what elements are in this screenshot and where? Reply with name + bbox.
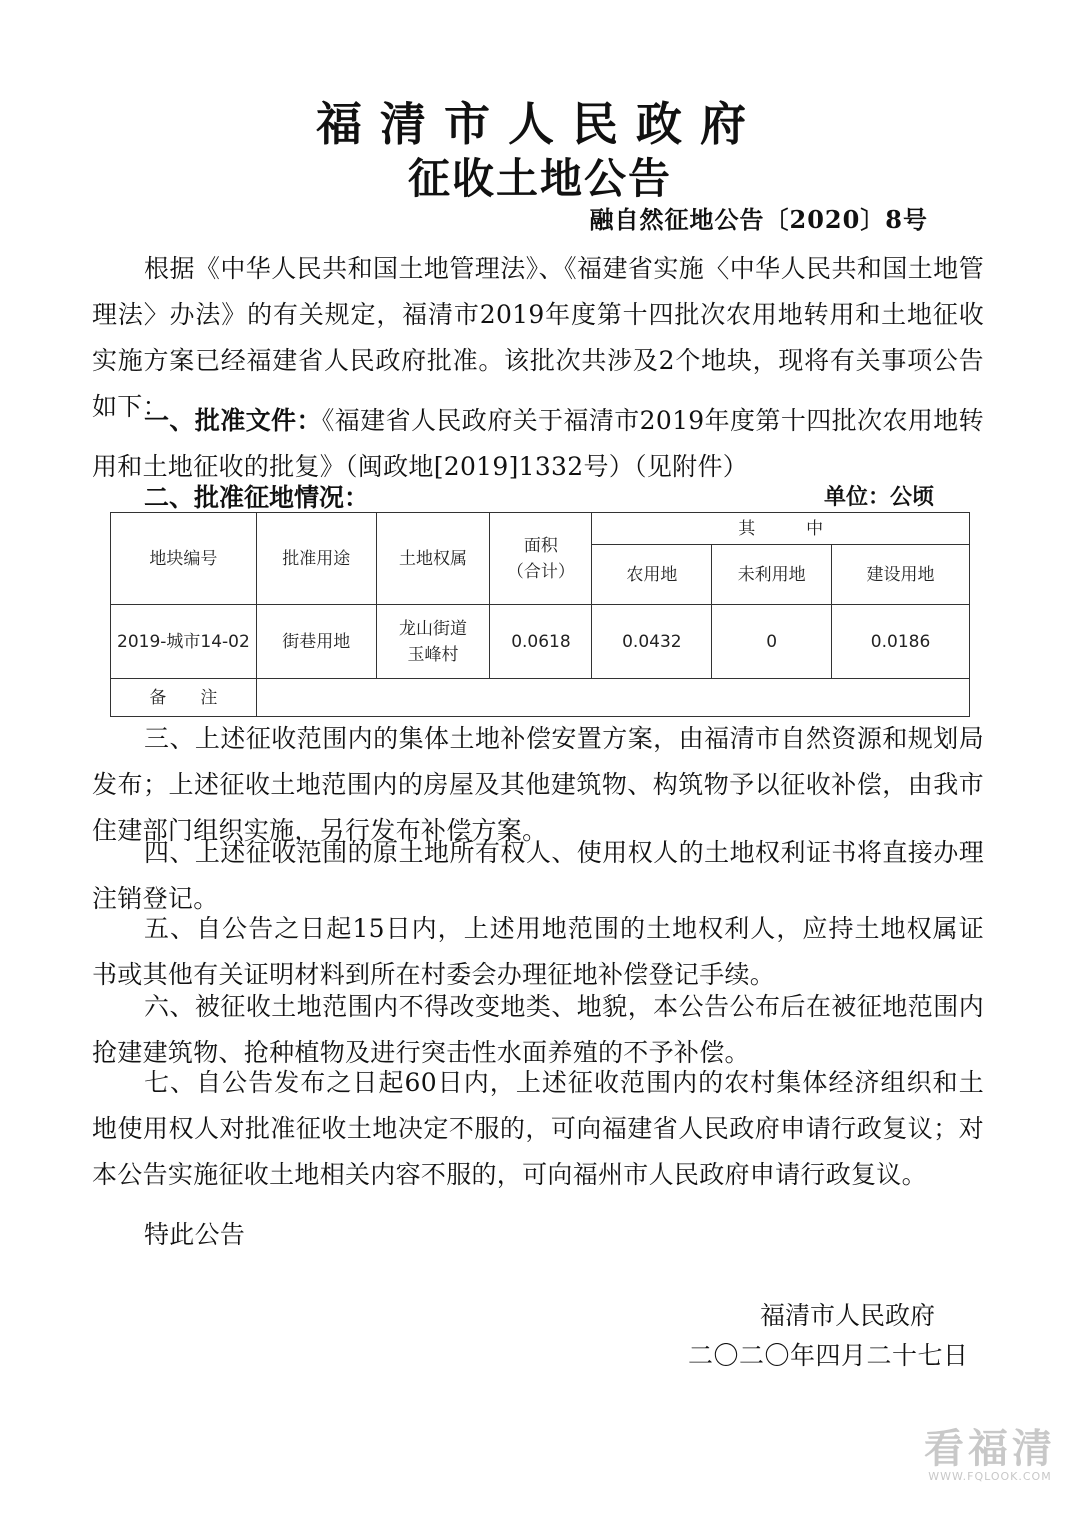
header-construction: 建设用地	[832, 545, 970, 605]
section-1-text: 《福建省人民政府关于福清市2019年度第十四批次农用地转用和土地征收的批复》（闽政地[2019]1332号）（见附件）	[92, 406, 984, 481]
closing-text: 特此公告	[144, 1220, 246, 1249]
header-unused: 未利用地	[712, 545, 832, 605]
cell-unused: 0	[712, 605, 832, 679]
header-area	[490, 513, 592, 605]
cell-farmland: 0.0432	[592, 605, 712, 679]
land-acquisition-table	[110, 512, 970, 717]
section-2-heading: 二、批准征地情况：	[144, 483, 370, 512]
header-breakdown: 其 中	[592, 513, 970, 545]
section-6-paragraph: 六、被征收土地范围内不得改变地类、地貌，本公告公布后在被征地范围内抢建建筑物、抢种植物及进行突击性水面养殖的不予补偿。	[92, 992, 984, 1067]
header-area-line1: 面积	[523, 535, 558, 556]
cell-use: 街巷用地	[256, 605, 376, 679]
remarks-value	[256, 679, 969, 717]
cell-ownership-line1: 龙山街道	[399, 618, 468, 639]
watermark-logo-text: 看福清	[924, 1426, 1056, 1472]
remarks-label: 备 注	[111, 679, 257, 717]
table-row	[111, 605, 970, 679]
cell-area: 0.0618	[490, 605, 592, 679]
section-1-paragraph	[92, 398, 984, 490]
signature-org: 福清市人民政府	[760, 1301, 936, 1330]
unit-label: 单位：公顷	[823, 485, 934, 510]
cell-construction: 0.0186	[832, 605, 970, 679]
cell-parcel-id: 2019-城市14-02	[111, 605, 257, 679]
site-watermark	[924, 1417, 1056, 1483]
document-number: 融自然征地公告〔2020〕8号	[589, 205, 928, 234]
remarks-row	[111, 679, 970, 717]
header-farmland: 农用地	[592, 545, 712, 605]
cell-ownership	[376, 605, 490, 679]
section-7-paragraph: 七、自公告发布之日起60日内，上述征收范围内的农村集体经济组织和土地使用权人对批准征收土地决定不服的，可向福建省人民政府申请行政复议；对本公告实施征收土地相关内容不服的，可向福州市人民政府申请行政复议。	[92, 1068, 984, 1189]
header-use: 批准用途	[256, 513, 376, 605]
signature-date: 二〇二〇年四月二十七日	[688, 1341, 969, 1370]
cell-ownership-line2: 玉峰村	[407, 644, 459, 665]
intro-paragraph: 根据《中华人民共和国土地管理法》、《福建省实施〈中华人民共和国土地管理法〉办法》的有关规定，福清市2019年度第十四批次农用地转用和土地征收实施方案已经福建省人民政府批准。该批次共涉及2个地块，现将有关事项公告如下：	[92, 254, 984, 421]
header-ownership: 土地权属	[376, 513, 490, 605]
header-parcel-id: 地块编号	[111, 513, 257, 605]
document-subtitle: 征收土地公告	[407, 154, 672, 203]
section-5-paragraph: 五、自公告之日起15日内，上述用地范围的土地权利人，应持土地权属证书或其他有关证明材料到所在村委会办理征地补偿登记手续。	[92, 914, 984, 989]
watermark-url: WWW.FQLOOK.COM	[928, 1470, 1052, 1483]
document-title: 福清市人民政府	[316, 97, 764, 151]
section-1-heading: 一、批准文件：	[144, 406, 322, 435]
section-3-paragraph: 三、上述征收范围内的集体土地补偿安置方案，由福清市自然资源和规划局发布；上述征收土地范围内的房屋及其他建筑物、构筑物予以征收补偿，由我市住建部门组织实施，另行发布补偿方案。	[92, 724, 984, 845]
header-area-line2: （合计）	[506, 561, 575, 582]
section-4-paragraph: 四、上述征收范围的原土地所有权人、使用权人的土地权利证书将直接办理注销登记。	[92, 838, 984, 913]
